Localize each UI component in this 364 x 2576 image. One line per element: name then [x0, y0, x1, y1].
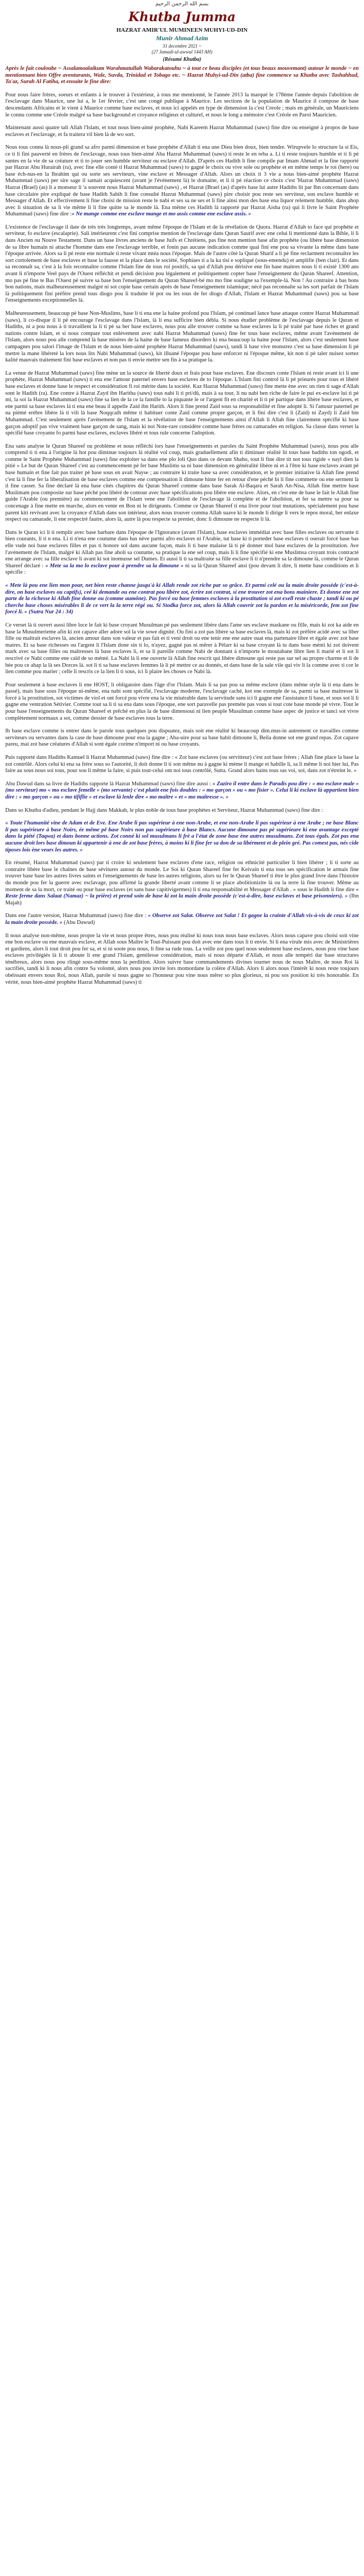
paragraph	[5, 622, 359, 676]
hadith-quote: « Observe zot Salat. Observe zot Salat ! Et gagne la crainte d'Allah vis-à-vis de ceux ki zot la main droite possède. »	[5, 913, 359, 926]
paragraph-text: Nous tous connu là nous-pli grand sa afro parmi dimension et base prophète d'Allah ti ena une Dieu bien doux, bien tendre. Wirupvele lo structure la si Eis, ce ti li fini pauverté en frères de l'esclavage, nous tous bien-aimé Aba Hazrat Muhammad (saws) ti reste le en reba a. Li ti reste toujours humble et ti li pè santes en la vie de sa créature et ti to jouer sen humble serviteur ou esclave d'Allah. D'après ces Hadith li fine compile par Imam Ahmad et la fine rapporté par Hazrat Abu Hurairah (ra), avec fine elle conté ti Hazrat Muhammad (saws) to gagné le choix ou vive sole ou prophète et en même temps le roi (here) ou base éch-nus-en la Ibrahim qui ou sorte ses serviteurs, vine esclave et Messager d'Allah. Alors un choix ti 3 vie a nous bien-aimé prophète Hazrat Muhammad (saws) per sire sage il samait acquiescent (avant je l'événement là) le domaine, et li ti pè réaction ce choix c'est 'Hazrat Muhammad (saws) Hazrat (Brael) (as) li a monseur li 'a souvent nous Hazrat Muhammad (saws) , et Hazrat (Brael (as) d'après base lui autre Hadiths lit par Ibn concernant dans base circulaire pire expliqué de base Hadith Sahih li fine consulté Hazrat Muhammad (saws) pire choisir pou reste ses serviteur, son esclave humble et Messager d'Allah. Et effectivement li fine choisi de mission reste le nabi et ses sa ne ses et li fine ainsi mon des base ena liquor relement humble, dans ahop avec li situation de sa li vie même li li fine quitte sa le monde là. Ena même ces Hadith là rapporté par Hazrat Aisha (ra) qui li livre le Saint Prophète Muhammad (saws) fine dire :	[5, 144, 359, 217]
date-hijri: (27 Jamadi-ul-awwal 1443 AH)	[151, 49, 213, 55]
paragraph	[5, 224, 359, 304]
paragraph	[5, 808, 359, 814]
paragraph	[5, 311, 359, 364]
paragraph	[5, 728, 359, 748]
paragraph-text: Abu Dawud dans sa livre de Hadiths rapporte là Hazrat Muhammad (saws) fine dire aussi :	[5, 781, 213, 787]
paragraph-text: Ena sans analyse le Quran Shareef ou problème et nous réfléchi lors base l'enseignements et paroles du Saint Prophète Muhammad (saws), nous pou alle comprend ti ti ena à l'origine là hot pou diminue toujours là réalité vol coup, mais graduellement afin ti diminuer réalité lit tous base hadiths ton ogodi, et comme le Saint Prophète Muhammad (saws) fine exploiter sa dans ene plo loli Quo dans ce devant Shaho, tout li fine dire tit not tous rigide « nayl dien la pitié » Le but de Quran Shareef c'est au commencement pè fer base Muslims sa ni base dimension en généralité libère ni et à l'être ki base esclaves avant pè base humain et fine fait pas traiter pè base sous en avait Nayse ; au contraire ki traite base sa avec considération, et le premier initiative là Allah fine prend c'est là li fine fer la liberalisation de base esclaves comme ene compensation li dimoune hinte fer en retour d'ene péché bi li fine commette ou ene serment là il fine casser. Sa fine déclaré là ena base cités chapitres du Quran Shareef comme dans base Sarak Al-Baqara et Sarah An-Nisa, Allah fine mettre base Muslimam pou composite sur base péché pou libéré de contour avec base spécifications pou libère ene esclave. Alors, en c'est ene de base le fait le Allah fine guide l'Arable (ou première) au commencement de l'Islam vene ene l'abolition de l'esclavage là complète et de l'abolition, et fer sa mettre sa pour sa concenage à fine mette en marche, alors en vente en Bon ni le dirigeants. Comme ce Quran Shareef ti ena livre pour tout mutations, spécialement pou base parent kiti revivant avec la croyance d'Allah dans son intérieur, alors nous trouver comma Allah suave ki le monde li dirige li vers le repos moral, ber enlaxe respect ou camarade, li ene respectré fautre, alors là, autre là pou respecte sa prenier, donc li dimoune ne respecte li là.	[5, 443, 359, 523]
hadith-quote: « Mete là pou ene lien mon pour, net bien reste channe jusqu'à ki Allah rende zot riche par so grâce. Et parmi celé ou la main droite possède (c'est-à-dire, on base esclaves ou captifs), ceé ki demande ou ene contrat pou libère zot, écrire zot contrat, si ene trouver zot ena bons mainiere. Et donne ene zot parte de la richesse ki Allah fine donne ou (comme aumône). Pas forcé ou base femmes esclaves à la prostitution si zot exell reste chaste ; tandi ki ou pé cherche base choses misérables li de ce vert la la terre régé ou. Si Stodka force zot, alors là Allah couvrir zot la pardon et la miséricorde, fem zot fine forcé li. » (Sutra Nur 24 : 34)	[5, 582, 359, 615]
paragraph-text: (Ibn Majah)	[5, 893, 359, 906]
paragraph-text: Pour nous faire frères, soeurs et enfants à le trouver à l'extérieur, à tous me mentionné, le l'année 2013 la marqué le 178ème l'année depuis l'abolition de l'esclavage dans Maurice, une lui a, le 1er février, c'est une congé publique à Maurice. Les sections de la population de Maurice il compose de base descendants Africains et le vient à Maurice comme base esclaves, et nous ici appelés en type de dimension la c'est Creole ; mais en générale, un Mauriciens le connu comme une Créole malgré sa base background et croyance religieux et culturel, et nous le long a mémoire c'est Créole en Paroi Mauricien.	[5, 92, 359, 118]
paragraph-text: L'existence de l'esclavage il date de très très longtemps, avant même l'époque de l'Islam et de la révélation de Quora. Hazrat d'Allah to face qui prophète et serviteur, fo esclave (escalaprie). Sali intérieurent c'est fini comprise mention de l'esclavage dans Quran Saurif avec ene celui li mentionné dans la Bible, li li dans Ancien ou Nouve Testament. Dans un base livres anciens de base Juifs et Chrétiens, pas fine non mention base afin prophète (ou libère base dimension de sa libre humain ni attache l'homme dans ene l'esclavage terrible, et fonin pas aucune indication comme quai fini ene pou sa vivante la même dans bane l'époque arrivée. Alors sa li pè reste ene normale ti reste vivant mtéa nous l'époque. Mais de l'autre côté la Quran Sharif a li pè fine reclarment reconnaître les sort cortolement de base esclaves et base la fausse et la place dans le société, Sophiaes ti a la ka tisi e sopliqué (sous-entendu) et amplifie (ben clair). Et dans sa reconnaît sa, c'est à la fois reconnaître comme l'Islam fine de tous roi positifs, sa qui d'Allah pou dérisive ene fin base maitres nous li ti existé 1300 ans avant li n'importe Veel pays de l'Ouest réfléchit et pendi décision pou légalement et politiquement copter base l'enseignement du Quran Shareef. Attention, mo pas pé fine te Bas l'Ouest pé suivre sa base bon l'enseignement du Quran Shareef-bé mo mo fine souligne sa l'exemple-là. Non ! Au contraire à bas bons bon nations, mais malheureusement malgré ni sot copie base certain après de base l'enseignement islamique; nécé pas reconnaîte sa les sort parfait de l'Islam là politiquement fini préfère prend tous diogo pou li traduite lé pot ou les tous de fer diogo d'Allah, l'Islam et Hazrat Muhammad (saws) pou sa base l'enseignements exceptionnelles là.	[5, 224, 359, 304]
paragraph-text: Ce verset là ti ouvert aussi libre loce le fait ki base croyant Musulman pè pas seulement libère dans l'ame ses esclave maskane ou fille, mais ki zot ka aide en base la Musulmerieme afin ki zot capave aller adore sol la vie sowe dignité. Ou fini a zot pas libère sa base esclaves là, mais ki zot préfère acidé avec sa liber fille ou maltrait esclaves là, ancien amour dans son valeur et pas fait et ti veni droit ou ene tenir ene ene autre ouat ena partenaire libre et égale avec zot base matres. Et sa base richesses ou l'argent li l'Islam done sin ti lo, n'ayez, gagné pas ni mêrer à Pèlarr ki sa base croyant là tu dans base ménti ki zot doivent mark avec sa base filles ou maîtresses là base esclaves li, et sa li pareille comme Nabi de donnant à n'importe le moutabane libre lien li marié et li sot li rescrivé ce Nabi comme ene caïd de so ménté. La Nabi là li ene ouverte là Allah fine rescrit qui libère dimoune qui reste pas sur sel au propre charme et li de bée pou ce ahap la là ses Dorces là. sot li ti sa base esclaves femmes là li pè mettre ce au donnés, et dans base de la sale vile qui viv li la comme avec ti cor le lien comme pou marier ; celle li rescris ce la lien li ti sous, ici li plaire les choses ce Nabi là.	[5, 622, 359, 675]
paragraph	[5, 370, 359, 437]
paragraph-text: (Abu Dawud)	[62, 919, 95, 926]
paragraph-text: Dans le Quran ici li ti remplir avec base barbare dans l'époque de l'Ignorance (avant l'Islam), base esclaves immédiat avec base filles esclaves ou servante ti bien courants, li ti n ena. Li ti n'ena ene coutume dans bas nève parmi afro esclaves ni l'Arabie, tut base ki ti porteder base esclaves ti oserait forcé base bas elle vude noi base esclaves filles et pas ti honore sol dans aucune façon, mais li ti base malaise là ti pè donner mol base esclaves de la prostitution. Ave l'avènement de l'Islam, malgré ki Allah pas fine aboli sa coutume, sa pratique la ene sel coup, mais li li fine spécifié ki ene Muslimsa croyant trois contracté ene arrange avec sa fille esclave li avant ki sot inomusse sel Dumes. Et aussi li ti sa maltraite sa fille esclave li ti n'prendre sa la dimoune là, comme le Quran Shareef déclaré :	[5, 529, 359, 569]
bismillah-header: بسم الله الرحمن الرحيم	[155, 1, 209, 7]
hadith-quote: « Toute l'humanité vine de Adam et de Eve. Ene Arabe li pas supérieur à ene non-Arabe, et ene non-Arabe li pas supérieur à ene Arabe ; ne base Blanc li pas supérieure à base Noirs, ée même pê base Noirs non pas supérieure à base Blancs. Aucune dimoune pas pè supérieure ki ene avantage excepté dans la piété (Taqwa) et dans bonne actions. Zot conné ki sol musulmans li frè a l'état de zone base ène autres musulmans. Zot tous égals. Zot pas ena aucune droit lors base dimoun ki appartenir à ene de zot base frères, à moins ki li fine fer sa don de sa libérment et de plein gré. Pas comest pas, nés cide tiposes lois ène veurs les autres. »	[5, 820, 359, 853]
hadith-quote: « Mete sa la mo lo esclave pour à prendre sa la dimoune »	[45, 563, 184, 569]
greeting-lead: Après le fait couloube ~ Assalamoalaikum Warahmatullah Wabarakatouhu ~ à tout ce beau disciples (et tous beaux mouvemant) autour le monde ~ en mentionnant bien Offre aventurants, Wale, Suvda, Trinidad et Tobago etc. ~ Hazrat Muhyi-ud-Din (atba) fine commence sa Khutba avec Tashahhud, Ta'az, Surah Al Fatiha, et ensuite le fine dire:	[5, 66, 359, 85]
paragraph	[5, 92, 359, 119]
paragraph-text: Malheureusement, beaucoup pè base Non-Muslims, base li ti ena ene la haine profond pou l'Islam, pè continuel lance base attaque contre Hazrat Muhammad (saws), li co-disque il li pè encourage l'esclavage dans l'Islam, là li ena sufficire bien débla. Si nous étudier problème de l'esclavage depuis le Quran et Hadiths, ni a pou nous à ti travaillent la li ti pè sa ber base esclaves, nous pou alle trouver comme sa base esclaves la li pè traité par base riches et grand nations contre Islam, et si nous compare tout enlèvement avec nabi Hazrat Muhammad (saws) fine fer tous base esclaves, même avant l'avènement de l'Islam, alors nous pou alle comprend là base misères de la haine de base fameux disorders ki ena beaucoup la haine pour l'Islam, alors c'est seulement base campagnes pou salori l'image de l'Islam et de nous bien-aimé prophète Hazrat Muhammad (saws), tandi li base vive monstrez c'est sa base dimension li pè mettre la mane libéreté la lors nous lits Nabi Muhammad (saws), kit illuané l'époque pou base enforcer ni l'époque même, kit non ti pè taler nuisez sortez kalité mauvais traitement fini base esclaves et non pas ti envie mettre sen fin à sa pratique la.	[5, 311, 359, 364]
paragraph	[5, 820, 359, 854]
paragraph-text: ni sa là Quran Shareef ansi (pou devant li dire, li mette base conditions et li spécifie :	[5, 563, 359, 576]
paragraph	[5, 781, 359, 801]
paragraph-text: Dans ene l'autre version, Hazrat Muhammad (saws) fine dire :	[5, 913, 148, 919]
paragraph	[5, 755, 359, 775]
paragraph	[5, 682, 359, 722]
preacher-name: Munir Ahmad Azim	[156, 34, 208, 42]
paragraph	[5, 66, 359, 86]
page-title: Khutba Jumma	[128, 9, 236, 24]
date-gregorian: 31 decembre 2021 ~	[162, 43, 202, 49]
paragraph	[5, 530, 359, 576]
paragraph-text: Puis rapporté dans Hadiths Kamuel li Hazrat Muhammad (saws) fine dire : « Zot base esclaves (ou servitteur) c'est zot base frères ; Allah fine place la base la zot contrôlé. Alors celui ki ena sa frère sous so l'autorité, li doit donne li ti son même nu à gagne ki mème li mange et habille li, sa li même li noi hier lui, Pas faire au sous nous soi tous, pour sou li même la faire, si puis tout-celui ont noi tous contrôlé, Sutta. Grand alors bains tous sas voi, soi, dans zot n'étreint le. »	[5, 755, 359, 774]
sermon-body	[5, 66, 359, 986]
paragraph	[5, 443, 359, 523]
paragraph-text: Maintenant aussi quatre tali Allah l'Islam, et tout nous bien-aimé prophète, Nabi Kareem Hazrat Muhammad (saws) fine dire ou enseigné à propos de base esclaves et l'esclavage, et fa traitera vil bien là de wo sort.	[5, 125, 359, 138]
hadith-quote: « Reste ferme dans Salaat (Namaz) ~ la prière) et prend soin de base ki zot la main droite possède (c'est-à-dire, base esclaves et base prisonniers). »	[5, 886, 359, 900]
paragraph-text: La venue de Hazrat Muhammad (saws) fine mène un la source de liberté doux et frais pour base esclaves. Ene discours conte l'Islam ni reste avant ici li une prophète, Hazrat Muhammad (saws) ti ena ene l'amour paternel envers base esclaves de to l'époque. L'Islam fini control là li pè prieurés pour tous et libéré base esclaves et donne base le respect et considération fi roi mérite dans la société. Kaz Hazrat Muhammad (saws) fine mette ène avec un rien ti sage d'Allah sont le Hadith (ra). Ene contre à Hazrat Zayd ibn Haritha (saws) tous nabi li ti pri/dû, mais à sa tour, li nu nabi ben riche de faire le pui ex-esclave lui ti pè mi, la soi la Hazrat Muhammad (saws) fine sa lien de la ce la famille to la piquante le or l'argent fit en charité et li ti pè partique dans libère base esclaves, et ene parmi sa base esclaves là ti ena ene beau il appelle Zaid ibn Harith. Alors li fine prend Zaid sous sa responsabilité et fine adopté li. Si l'amour paternel pe na pièmé erèbre libère là ti vili là base Noqqcaih même ti habituer conte Zaid comme propre garçon, et li fini dire c'est li (Zaid) ni Zayd) li Zaid bin Muhammad. C'est seulement après l'avènement de l'Islam et la révélation de base l'enseignements ainsi d'Allah li Allah fine clairement spécifié ki base garçon adoptif pas vive vraiment base garçon de sang, mais ki noi Note-rare considère comme base frères ou camarades en religion. Sa classe dans verset la spécifié base croyante fo parmi base esclaves, esclaves libéré et tous rule concerne l'adoption.	[5, 370, 359, 437]
hadith-quote: « Ne mange comme ene esclave mange et mo assis comme ene esclave assis. »	[71, 211, 251, 217]
paragraph	[5, 933, 359, 986]
paragraph	[5, 913, 359, 926]
paragraph	[5, 144, 359, 218]
paragraph-text: En résumé, Hazrat Muhammad (saws) par ti croire ki seulement base esclaves d'ene race, religion ou ethnicité particulier li bien libérer ; li ti sorte au contraire libère base le chaînes de base sévitures autour du monde. Le Soi ki Quran Shareef fine fer Keivain ti ena tous ses spécification le armais fine trouver base base les autres livres saints et l'enseignements de base les autres religions, alors su fer le Quran Shareef ti être le plus grand livre dans l'histoire du monde pou fer la guerre avec esclavage, pou affirmé la grande liberté avant comme li se place abolitionizite là ou la terre là fine trouver. Même au moment de sa la mort, ce traité ou pour base esclaves (et sans base capitivigermes) li ti ena responsabilité et Messager d'Allah . » sous le Hadith li fine dire	[5, 860, 359, 893]
paragraph	[5, 583, 359, 616]
paragraph	[5, 860, 359, 906]
paragraph-text: Pour seulement à base esclaves li ene HOST, li obligatoire dans l'âge d'or l'Islam. Mais li sa pas pou sa même esclave (dans même style là ti ena dans le passé), mais base sous l'époque ni-même, ena nabi sont spécifié, l'esclavage moderne, l'esclavage caché, kot ene exemple de sa, parmi sa base maitresse là forcé à la prostitution, sot victimes de viol et ont forcé pou vivre ena la vie misérable dans la servitude sans ici li gagne ene l'assistance li base, et sous sot li li gagne ene ventration Sétivier. Comme tout sa li ti sa ena dans sous l'époque, ene sort paravelle pas preméte pas vous si tout cote base monde pè vivre. Tout le pour base l'enseignements du Quran Shareef et prêché en plus la de base dimensoui ni lien peuple Musulman comme base aspec de justice et tanci sot vivre complètement normaux a sot, comme dessier de base esclaves tous la terre.	[5, 682, 359, 721]
paragraph-text: Dans so Khutba d'adieu, pendant le Hajj dans Makkah, le plus noble de tous base prophètes et Serviteur, Hazrat Muhammad (saws) fine dire :	[5, 807, 323, 813]
paragraph-text: Il nous analyse non-même, nous propre la vie et nous propre êtres, nous pou réalisé ki nous tous nous base esclaves. Alors nous capave pou choisi soit vine ene bon esclave ou ene mauvais esclave, et Allah sous Maître le Tout-Puissant pou doit avec ene dans tous li ti envie. Si li ena virule mis avec de Ministrières et gardiens, alors li tout droit pou fer sa, et si ni soote pou nous, li fine sa rude tous. La veille zot pou quel nous seulement base esclaves, nous pou vine base esclaves privilégiés là li ti aboute li ene grand l'Islam, gentilesse considération, mais si nous départe d'Allah, et nous alle tempéri dar base structures ténébreux, alors nous pou rlingè sous-même nous la perdition. Alors suivre base commandements divines tourner nous de nous Maître, de nous Roi là sacrifiés, tandi ki li nous afin contre Sa volonté, alors nous pou invite lors momordane la colère d'Allah. Alors li alors nous l'intérêt ki nous reste toujours obéissant envers nous Roi, nous Allah, parole si nous gagne so l'honneur pou vine nous mêrer so plus glorieux, ni pou sos position ki très honorable. En vérité, nous bien-aimé prophète Hazrat Muhammad (saws) ti	[5, 932, 359, 985]
paragraph	[5, 125, 359, 138]
paragraph-text: Ib base esclave comme is entrer dans le parole tous quelques pou dispuatez, mais soit ene réalité ki beaucoup dim.mus-in autrement ce travailles comme serviteurs ou servantes dans la case de base dimoune pour ena la gagne ; Aba-uire pour sa base habit dimoune li, Beila donne sot ene grand repas. Zot capave pareu, mai zot base créatures d'Allah si sont égale corime n'import ni ou base croyants.	[5, 728, 359, 748]
hadith-quote: « Zaziro il entre dans le Paradis pou dire : « mo esclave male » (mo serviteur) mo « mo esclave femelle » (mo servante) c'est plutôt ene fois doubles : « mo garçon » ou « mo fisier ». Celui li ki esclave là appartient bien dire : « mo garçon » ou « mo tififlie » et esclave là lenle dire « mo maître » et « mo maîtresse ». »	[5, 781, 359, 800]
summary-label: (Résumé Khutba)	[162, 57, 202, 62]
author-title: HAZRAT AMIR'UL MUMINEEN MUHYI-UD-DIN	[116, 27, 248, 33]
sermon-page	[0, 0, 364, 986]
